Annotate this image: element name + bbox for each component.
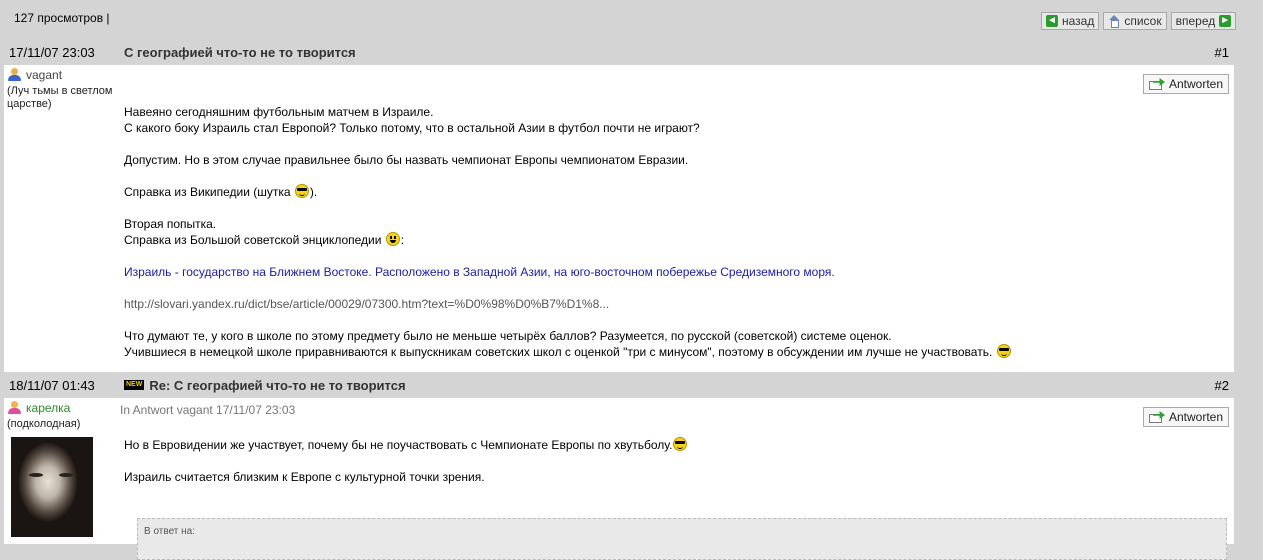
post-number[interactable]: #1 <box>1214 44 1229 60</box>
nav-bar <box>1041 12 1236 30</box>
post-title-text: Re: С географией что-то не то творится <box>149 377 406 393</box>
views-count: 127 просмотров | <box>14 11 110 25</box>
post-line: Допустим. Но в этом случае правильнее было бы назвать чемпионат Европы чемпионатом Евразии. <box>124 153 689 167</box>
post-body <box>4 65 1234 372</box>
reply-label: Antworten <box>1168 410 1223 424</box>
cool-smiley-icon <box>997 344 1011 358</box>
reply-icon <box>1149 78 1165 90</box>
forward-label: вперед <box>1175 14 1216 28</box>
reply-button[interactable] <box>1143 407 1229 427</box>
quote-box <box>137 518 1227 560</box>
post-title[interactable] <box>124 378 406 393</box>
post-body <box>4 398 1234 544</box>
post-line <box>124 344 1012 360</box>
source-link[interactable]: http://slovari.yandex.ru/dict/bse/article/00029/07300.htm?text=%D0%98%D0%B7%D1%8... <box>124 297 610 311</box>
post-title-text: С географией что-то не то творится <box>124 44 356 60</box>
post-title[interactable] <box>124 45 356 60</box>
post-line: Израиль считается близким к Европе с культурной точки зрения. <box>124 470 485 484</box>
back-label: назад <box>1062 14 1095 28</box>
grin-smiley-icon <box>386 232 400 246</box>
post-line <box>124 232 1012 248</box>
author-column <box>7 401 117 537</box>
post-line <box>124 184 1012 200</box>
post-text: Справка из Википедии (шутка <box>124 185 291 199</box>
avatar <box>11 437 93 537</box>
reply-icon <box>1149 411 1165 423</box>
post-text: Учившиеся в немецкой школе приравниваются к выпускникам советских школ с оценкой "три с минусом", поэтому в обсуждении им лучше не участвовать. <box>124 345 993 359</box>
author-column <box>7 68 117 111</box>
reply-button[interactable] <box>1143 74 1229 94</box>
list-label: список <box>1124 14 1162 28</box>
post-line: С какого боку Израиль стал Европой? Только потому, что в остальной Азии в футбол почти не играют? <box>124 121 700 135</box>
arrow-right-icon: ► <box>1220 15 1231 26</box>
post-line: Вторая попытка. <box>124 217 217 231</box>
post-content <box>124 437 688 485</box>
post-text: Но в Евровидении же участвует, почему бы не поучаствовать с Чемпионате Европы по хвутьболу. <box>124 438 673 452</box>
quote-text: Израиль - государство на Ближнем Востоке. Расположено в Западной Азии, на юго-восточном побережье Средиземного моря. <box>124 265 835 279</box>
new-badge-icon: NEW <box>126 381 143 388</box>
in-reply-to[interactable]: In Antwort vagant 17/11/07 23:03 <box>120 403 296 417</box>
post-header <box>0 374 1232 396</box>
user-icon <box>7 401 21 415</box>
post-line <box>124 437 688 453</box>
author-rank: (подколодная) <box>7 418 81 430</box>
home-icon <box>1108 15 1120 27</box>
reply-label: Antworten <box>1168 77 1223 91</box>
user-icon <box>7 68 21 82</box>
back-button[interactable] <box>1041 12 1099 30</box>
post-line: Что думают те, у кого в школе по этому предмету было не меньше четырёх баллов? Разумеется, по русской (советской) системе оценок. <box>124 329 892 343</box>
post-number[interactable]: #2 <box>1214 377 1229 393</box>
post-date: 18/11/07 01:43 <box>9 377 95 393</box>
quote-label: В ответ на: <box>144 526 196 537</box>
post-header <box>0 41 1232 63</box>
author-rank: (Луч тьмы в светлом царстве) <box>7 85 113 110</box>
post-text: : <box>400 233 405 247</box>
post-text: ). <box>309 185 318 199</box>
cool-smiley-icon <box>673 437 687 451</box>
post-content <box>124 104 1012 360</box>
cool-smiley-icon <box>295 184 309 198</box>
author-name[interactable]: vagant <box>26 68 63 82</box>
forward-button[interactable] <box>1171 12 1237 30</box>
author-name[interactable]: карелка <box>26 401 71 415</box>
list-button[interactable] <box>1103 12 1166 30</box>
post-text: Справка из Большой советской энциклопедии <box>124 233 382 247</box>
post-date: 17/11/07 23:03 <box>9 44 95 60</box>
arrow-left-icon: ◄ <box>1047 15 1057 26</box>
post-line: Навеяно сегодняшним футбольным матчем в Израиле. <box>124 105 434 119</box>
